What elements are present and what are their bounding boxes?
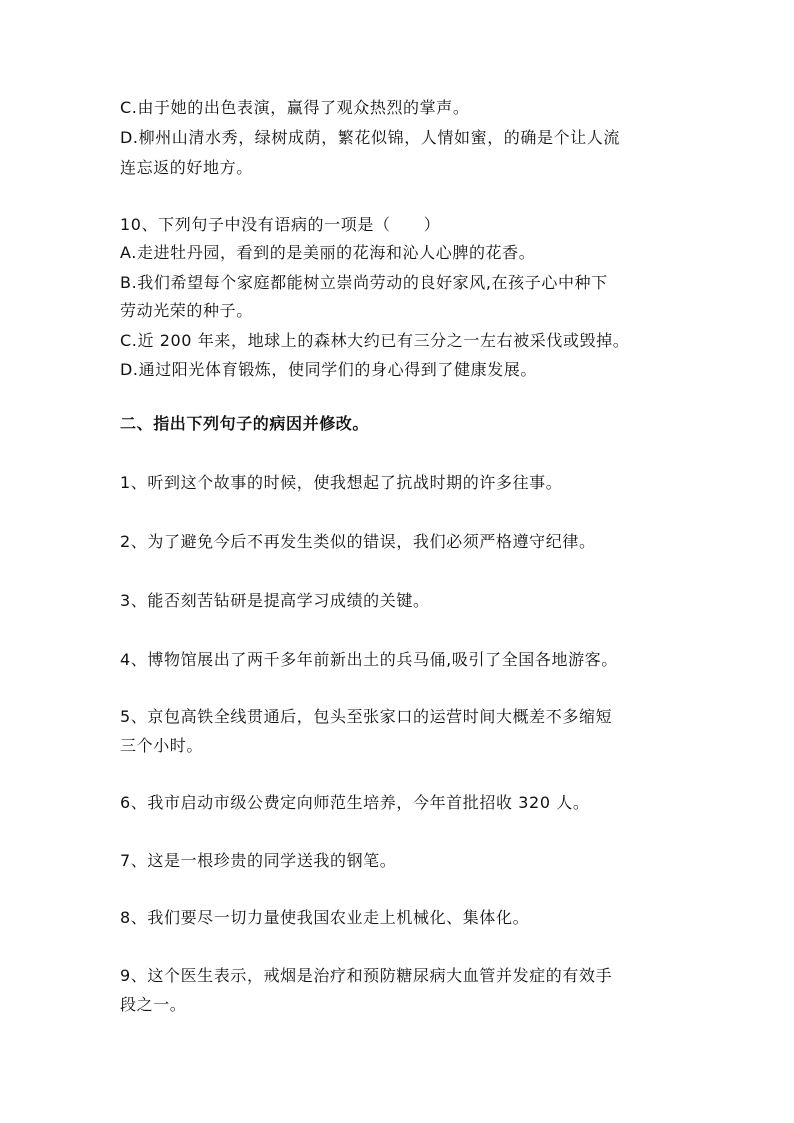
sentence-item-7: 7、这是一根珍贵的同学送我的钢笔。 [120,851,397,870]
sentence-item-8: 8、我们要尽一切力量使我国农业走上机械化、集体化。 [120,908,530,927]
prev-option-d-line2: 连忘返的好地方。 [120,158,253,177]
sentence-item-9-line2: 段之一。 [120,995,187,1014]
question-10-option-b-line1: B.我们希望每个家庭都能树立崇尚劳动的良好家风,在孩子心中种下 [120,273,608,292]
question-10-option-d: D.通过阳光体育锻炼，使同学们的身心得到了健康发展。 [120,360,538,379]
sentence-item-9-line1: 9、这个医生表示，戒烟是治疗和预防糖尿病大血管并发症的有效手 [120,966,613,985]
sentence-item-1: 1、听到这个故事的时候，使我想起了抗战时期的许多往事。 [120,473,563,492]
question-10-stem: 10、下列句子中没有语病的一项是（ ） [120,215,441,234]
sentence-item-4: 4、博物馆展出了两千多年前新出土的兵马俑,吸引了全国各地游客。 [120,650,618,669]
sentence-item-2: 2、为了避免今后不再发生类似的错误，我们必须严格遵守纪律。 [120,532,596,551]
sentence-item-5-line2: 三个小时。 [120,736,204,755]
prev-option-d-line1: D.柳州山清水秀，绿树成荫，繁花似锦，人情如蜜，的确是个让人流 [120,128,621,147]
sentence-item-6: 6、我市启动市级公费定向师范生培养，今年首批招收 320 人。 [120,793,590,812]
sentence-item-5-line1: 5、京包高铁全线贯通后，包头至张家口的运营时间大概差不多缩短 [120,707,613,726]
question-10-option-c: C.近 200 年来，地球上的森林大约已有三分之一左右被采伐或毁掉。 [120,331,630,350]
question-10-option-b-line2: 劳动光荣的种子。 [120,301,253,320]
prev-option-c: C.由于她的出色表演，赢得了观众热烈的掌声。 [120,98,470,117]
section-2-heading: 二、指出下列句子的病因并修改。 [120,414,370,433]
question-10-option-a: A.走进牡丹园，看到的是美丽的花海和沁人心脾的花香。 [120,243,536,262]
sentence-item-3: 3、能否刻苦钻研是提高学习成绩的关键。 [120,591,430,610]
